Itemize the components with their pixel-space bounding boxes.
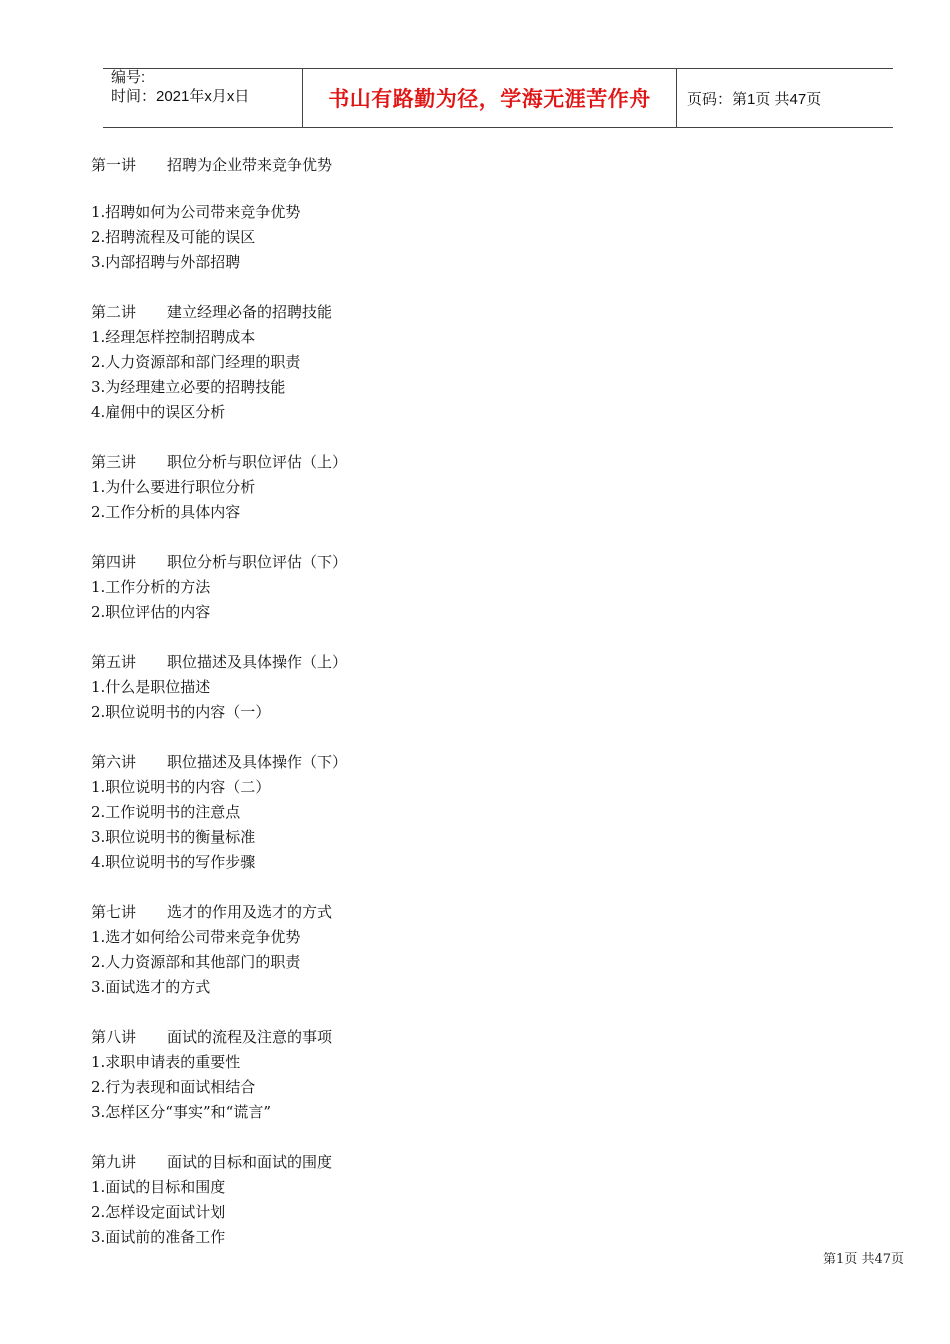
- lecture-title: 招聘为企业带来竞争优势: [167, 156, 333, 174]
- list-item: 3.内部招聘与外部招聘: [91, 253, 241, 271]
- lecture-section: [91, 550, 851, 625]
- lecture-number: 第三讲: [91, 453, 137, 471]
- list-item: 1.经理怎样控制招聘成本: [91, 328, 256, 346]
- list-item: 1.什么是职位描述: [91, 678, 211, 696]
- list-item: 2.工作分析的具体内容: [91, 503, 241, 521]
- lecture-section: [91, 153, 851, 275]
- lecture-number: 第七讲: [91, 903, 137, 921]
- list-item: 2.招聘流程及可能的误区: [91, 228, 256, 246]
- lecture-number: 第二讲: [91, 303, 137, 321]
- lecture-section: [91, 450, 851, 525]
- list-item: 1.选才如何给公司带来竞争优势: [91, 928, 301, 946]
- lecture-title: 职位描述及具体操作（下）: [167, 753, 348, 771]
- lecture-title: 面试的流程及注意的事项: [167, 1028, 333, 1046]
- lecture-heading: [91, 550, 851, 575]
- lecture-number: 第四讲: [91, 553, 137, 571]
- header-page-cell: [677, 69, 893, 127]
- list-item: 3.怎样区分“事实”和“谎言”: [91, 1103, 271, 1121]
- list-item: 1.职位说明书的内容（二）: [91, 778, 271, 796]
- lecture-heading: [91, 750, 851, 775]
- lecture-heading: [91, 1150, 851, 1175]
- page-header: [103, 68, 893, 128]
- lecture-number: 第八讲: [91, 1028, 137, 1046]
- list-item: 3.为经理建立必要的招聘技能: [91, 378, 286, 396]
- lecture-section: [91, 1150, 851, 1250]
- lecture-title: 职位描述及具体操作（上）: [167, 653, 348, 671]
- lecture-number: 第一讲: [91, 156, 137, 174]
- lecture-section: [91, 1025, 851, 1125]
- list-item: 2.职位说明书的内容（一）: [91, 703, 271, 721]
- lecture-heading: [91, 650, 851, 675]
- list-item: 2.职位评估的内容: [91, 603, 211, 621]
- lecture-title: 建立经理必备的招聘技能: [167, 303, 333, 321]
- lecture-heading: [91, 153, 851, 178]
- list-item: 1.工作分析的方法: [91, 578, 211, 596]
- lecture-section: [91, 300, 851, 425]
- lecture-heading: [91, 300, 851, 325]
- lecture-title: 职位分析与职位评估（下）: [167, 553, 348, 571]
- number-label: 编号:: [111, 69, 146, 86]
- list-item: 4.雇佣中的误区分析: [91, 403, 226, 421]
- lecture-title: 面试的目标和面试的围度: [167, 1153, 333, 1171]
- list-item: 2.行为表现和面试相结合: [91, 1078, 256, 1096]
- motto-text: 书山有路勤为径，学海无涯苦作舟: [328, 87, 651, 111]
- list-item: 2.怎样设定面试计划: [91, 1203, 226, 1221]
- list-item: 3.面试选才的方式: [91, 978, 211, 996]
- header-motto-cell: [303, 69, 677, 127]
- lecture-heading: [91, 900, 851, 925]
- lecture-number: 第六讲: [91, 753, 137, 771]
- list-item: 1.为什么要进行职位分析: [91, 478, 256, 496]
- lecture-outline: [91, 153, 851, 1250]
- page-info: 页码：第1页 共47页: [687, 90, 822, 108]
- list-item: 4.职位说明书的写作步骤: [91, 853, 256, 871]
- list-item: 1.面试的目标和围度: [91, 1178, 226, 1196]
- lecture-section: [91, 650, 851, 725]
- list-item: 2.工作说明书的注意点: [91, 803, 241, 821]
- lecture-heading: [91, 1025, 851, 1050]
- list-item: 3.职位说明书的衡量标准: [91, 828, 256, 846]
- lecture-title: 选才的作用及选才的方式: [167, 903, 333, 921]
- lecture-title: 职位分析与职位评估（上）: [167, 453, 348, 471]
- lecture-number: 第九讲: [91, 1153, 137, 1171]
- list-item: 1.求职申请表的重要性: [91, 1053, 241, 1071]
- list-item: 2.人力资源部和部门经理的职责: [91, 353, 301, 371]
- header-meta-cell: [103, 69, 303, 127]
- page-footer: 第1页 共47页: [823, 1252, 904, 1267]
- lecture-number: 第五讲: [91, 653, 137, 671]
- list-item: 1.招聘如何为公司带来竞争优势: [91, 203, 301, 221]
- lecture-section: [91, 750, 851, 875]
- list-item: 2.人力资源部和其他部门的职责: [91, 953, 301, 971]
- lecture-heading: [91, 450, 851, 475]
- list-item: 3.面试前的准备工作: [91, 1228, 226, 1246]
- lecture-section: [91, 900, 851, 1000]
- time-label: 时间：2021年x月x日: [111, 88, 250, 105]
